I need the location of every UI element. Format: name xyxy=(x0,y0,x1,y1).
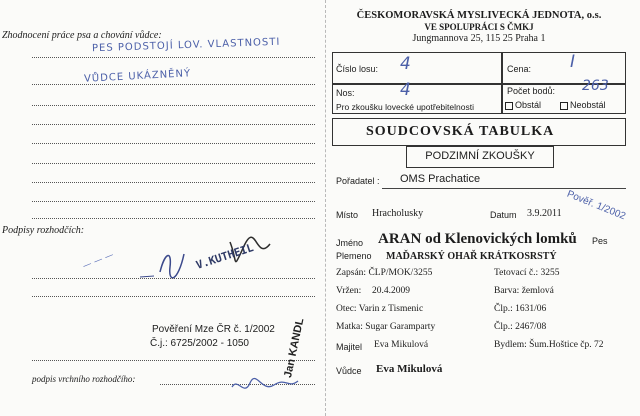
signature-line xyxy=(32,296,315,297)
dam: Matka: Sugar Garamparty xyxy=(336,322,436,332)
assessment-handwriting-1: PES PODSTOJÍ LOV. VLASTNOSTI xyxy=(91,36,281,55)
card-title: SOUDCOVSKÁ TABULKA xyxy=(366,124,555,139)
assessment-handwriting-2: VŮDCE UKÁZNĚNÝ xyxy=(83,68,192,85)
organizer-label: Pořadatel : xyxy=(336,176,380,186)
place-label: Místo xyxy=(336,210,359,220)
points-value: 263 xyxy=(582,78,609,94)
org-name: ČESKOMORAVSKÁ MYSLIVECKÁ JEDNOTA, o.s. xyxy=(356,10,602,21)
org-address: Jungmannova 25, 115 25 Praha 1 xyxy=(412,33,546,44)
card-subtitle: PODZIMNÍ ZKOUŠKY xyxy=(425,150,535,162)
authorization-line-2: Č.j.: 6725/2002 - 1050 xyxy=(150,338,249,349)
born-value: 20.4.2009 xyxy=(372,286,410,296)
signature-line xyxy=(32,278,315,279)
passed-option xyxy=(505,100,541,110)
points-label: Počet bodů: xyxy=(507,86,556,96)
nos-label: Nos: xyxy=(336,88,355,98)
passed-label: Obstál xyxy=(515,100,542,110)
write-line xyxy=(32,201,315,202)
judges-signatures-label: Podpisy rozhodčích: xyxy=(2,225,85,236)
hunting-exam-label: Pro zkoušku lovecké upotřebitelnosti xyxy=(336,102,474,112)
dam-studbook: Člp.: 2467/08 xyxy=(494,322,547,332)
sire-studbook: Člp.: 1631/06 xyxy=(494,304,547,314)
write-line xyxy=(32,163,315,164)
nos-value: 4 xyxy=(400,80,411,100)
chief-judge-signature xyxy=(228,375,308,405)
failed-label: Neobstál xyxy=(570,100,606,110)
write-line xyxy=(32,84,315,85)
write-line xyxy=(32,143,315,144)
pencil-note: — — — xyxy=(81,250,116,272)
dog-sex: Pes xyxy=(592,236,608,246)
coat-color: Barva: žemlová xyxy=(494,286,554,296)
write-line xyxy=(32,124,315,125)
handler-label: Vůdce xyxy=(336,366,362,376)
organizer-underline xyxy=(382,188,626,189)
fold-line xyxy=(325,0,326,416)
breed-label: Plemeno xyxy=(336,251,372,261)
owner-label: Majitel xyxy=(336,342,363,352)
judge-stamp: V.KUTHEIL xyxy=(194,241,256,272)
season-box xyxy=(406,146,554,168)
authorization-line-1: Pověření Mze ČR č. 1/2002 xyxy=(152,324,275,335)
signature-line xyxy=(32,360,315,361)
corner-stamp: Pověř. 1/2002 xyxy=(565,188,628,223)
dog-name-label: Jméno xyxy=(336,238,364,248)
born-label: Vržen: xyxy=(336,286,362,296)
handler-value: Eva Mikulová xyxy=(376,363,443,375)
assessment-label: Zhodnocení práce psa a chování vůdce: xyxy=(2,30,162,41)
organizer-value: OMS Prachatice xyxy=(400,173,481,185)
date-value: 3.9.2011 xyxy=(527,208,562,219)
chief-judge-label: podpis vrchního rozhodčího: xyxy=(32,374,136,384)
write-line xyxy=(32,182,315,183)
write-line xyxy=(32,218,315,219)
failed-checkbox xyxy=(560,102,568,110)
sire: Otec: Varin z Tismenic xyxy=(336,304,424,314)
owner-residence: Bydlem: Šum.Hoštice čp. 72 xyxy=(494,340,604,350)
passed-checkbox xyxy=(505,102,513,110)
price-label: Cena: xyxy=(507,64,532,74)
owner-value: Eva Mikulová xyxy=(374,340,429,350)
tattoo: Tetovací č.: 3255 xyxy=(494,268,560,278)
lot-label: Číslo losu: xyxy=(336,64,379,74)
dog-name: ARAN od Klenovických lomků xyxy=(378,231,577,247)
org-cooperation: VE SPOLUPRÁCI S ČMKJ xyxy=(424,22,534,32)
place-value: Hracholusky xyxy=(372,208,424,219)
price-value: I xyxy=(570,52,576,72)
date-label: Datum xyxy=(490,210,517,220)
chief-judge-stamp: Jan KANDL xyxy=(282,317,307,379)
lot-value: 4 xyxy=(400,54,411,74)
failed-option xyxy=(560,100,606,110)
write-line xyxy=(32,105,315,106)
breed-value: MAĎARSKÝ OHAŘ KRÁTKOSRSTÝ xyxy=(386,251,557,262)
write-line xyxy=(32,57,315,58)
registration: Zapsán: ČLP/MOK/3255 xyxy=(336,268,433,278)
